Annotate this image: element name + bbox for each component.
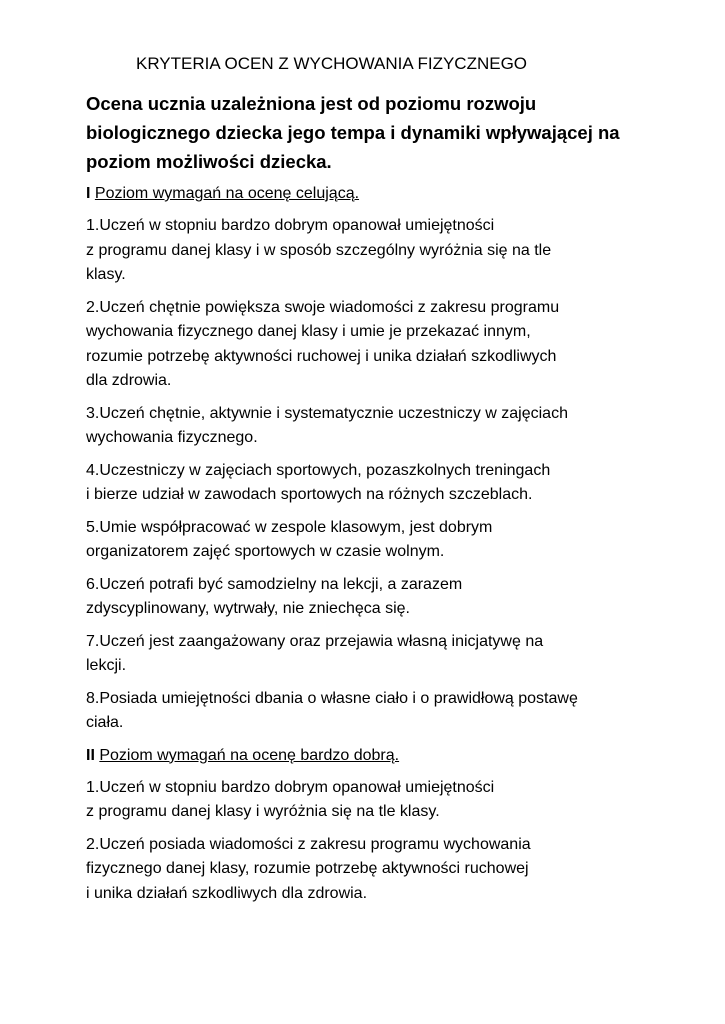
criterion-line: 3.Uczeń chętnie, aktywnie i systematycznie uczestniczy w zajęciach (86, 404, 568, 422)
criterion-line: organizatorem zajęć sportowych w czasie wolnym. (86, 543, 445, 560)
criterion-item (86, 516, 666, 565)
criterion-line: 8.Posiada umiejętności dbania o własne ciało i o prawidłową postawę (86, 689, 578, 707)
criterion-line: ciała. (86, 714, 124, 731)
criterion-line: rozumie potrzebę aktywności ruchowej i unika działań szkodliwych (86, 347, 557, 365)
section-number: I (86, 185, 95, 202)
criterion-item (86, 459, 666, 508)
criterion-line: i bierze udział w zawodach sportowych na różnych szczeblach. (86, 486, 533, 503)
criterion-line: 4.Uczestniczy w zajęciach sportowych, pozaszkolnych treningach (86, 461, 551, 479)
criterion-line: 2.Uczeń chętnie powiększa swoje wiadomości z zakresu programu (86, 298, 560, 316)
document-page (86, 52, 666, 914)
criterion-item (86, 573, 666, 622)
criterion-line: dla zdrowia. (86, 372, 172, 389)
section-label: Poziom wymagań na ocenę celującą. (94, 185, 360, 202)
intro-paragraph (86, 89, 666, 176)
criterion-line: fizycznego danej klasy, rozumie potrzebę aktywności ruchowej (86, 860, 529, 877)
intro-line: poziom możliwości dziecka. (86, 151, 332, 172)
criterion-line: 5.Umie współpracować w zespole klasowym, jest dobrym (86, 518, 493, 536)
intro-line: Ocena ucznia uzależniona jest od poziomu rozwoju (86, 93, 537, 114)
criterion-item (86, 214, 666, 288)
criterion-item (86, 833, 666, 907)
criterion-line: wychowania fizycznego. (86, 429, 258, 446)
section-label: Poziom wymagań na ocenę bardzo dobrą. (99, 746, 400, 764)
section-heading-bardzo-dobra (86, 744, 666, 768)
criterion-line: 2.Uczeń posiada wiadomości z zakresu programu wychowania (86, 835, 531, 853)
criterion-item (86, 402, 666, 451)
criterion-item (86, 296, 666, 394)
criterion-line: i unika działań szkodliwych dla zdrowia. (86, 884, 368, 902)
criterion-item (86, 630, 666, 679)
criterion-line: 1.Uczeń w stopniu bardzo dobrym opanował umiejętności (86, 778, 495, 796)
criterion-line: zdyscyplinowany, wytrwały, nie zniechęca się. (86, 600, 410, 617)
criterion-line: lekcji. (86, 657, 127, 674)
section-number: II (86, 746, 100, 764)
criterion-line: z programu danej klasy i w sposób szczególny wyróżnia się na tle (86, 241, 552, 259)
section-heading-celujaca (86, 182, 666, 206)
criterion-item (86, 687, 666, 736)
criterion-line: 1.Uczeń w stopniu bardzo dobrym opanował umiejętności (86, 217, 495, 234)
criterion-item (86, 776, 666, 825)
criterion-line: 6.Uczeń potrafi być samodzielny na lekcji, a zarazem (86, 575, 463, 593)
criterion-line: wychowania fizycznego danej klasy i umie je przekazać innym, (86, 323, 531, 340)
intro-line: biologicznego dziecka jego tempa i dynamiki wpływającej na (86, 122, 620, 143)
criterion-line: z programu danej klasy i wyróżnia się na tle klasy. (86, 803, 440, 820)
criterion-line: 7.Uczeń jest zaangażowany oraz przejawia własną inicjatywę na (86, 632, 544, 650)
document-title: KRYTERIA OCEN Z WYCHOWANIA FIZYCZNEGO (136, 54, 528, 73)
criterion-line: klasy. (86, 266, 126, 283)
